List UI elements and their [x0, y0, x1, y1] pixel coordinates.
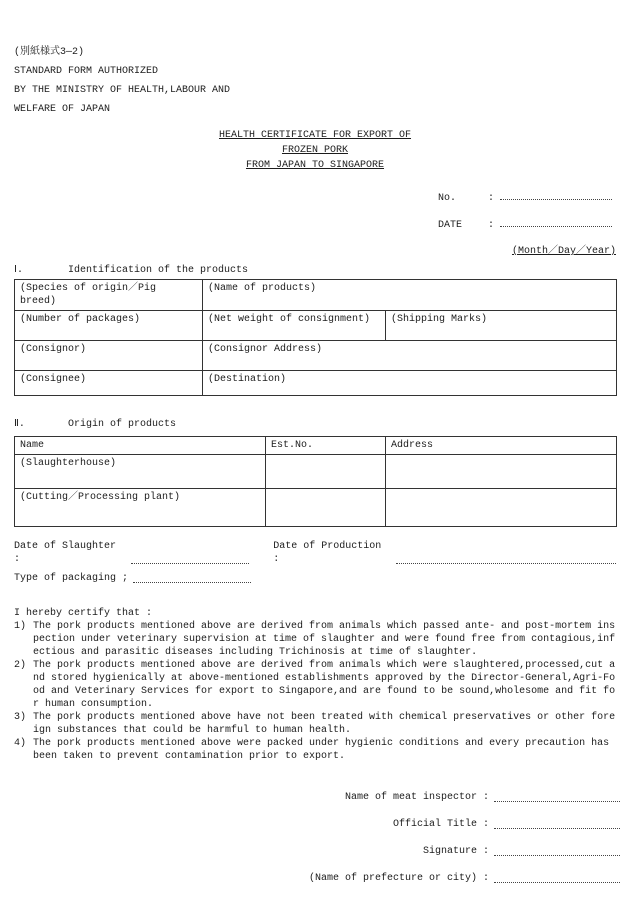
- cell-slaughterhouse-address: [386, 455, 617, 489]
- certify-item-3-number: 3): [14, 712, 27, 723]
- certify-item-3: [14, 711, 616, 737]
- certify-item-1: [14, 620, 616, 659]
- meat-inspector-blank-line: [494, 793, 620, 802]
- cell-name-of-products: (Name of products): [203, 280, 617, 311]
- cell-consignee: (Consignee): [15, 371, 203, 396]
- authorized-line-2: BY THE MINISTRY OF HEALTH,LABOUR AND: [14, 85, 231, 96]
- date-of-slaughter-label: Date of Slaughter :: [14, 541, 117, 565]
- cell-cutting-plant-address: [386, 489, 617, 527]
- authorized-line-3: WELFARE OF JAPAN: [14, 104, 111, 115]
- certify-item-1-number: 1): [14, 621, 27, 632]
- document-title: [0, 128, 630, 173]
- section-1-title: Identification of the products: [68, 265, 249, 276]
- date-of-production-label: Date of Production :: [273, 541, 382, 565]
- no-row: [438, 191, 618, 205]
- official-title-label: Official Title :: [392, 819, 489, 830]
- no-blank-line: [500, 191, 612, 200]
- certify-item-3-text: The pork products mentioned above have not been treated with chemical preservatives or other foreign substances that could be harmful to human health.: [33, 712, 616, 736]
- signature-blank-line: [494, 847, 620, 856]
- prefecture-label: (Name of prefecture or city) :: [308, 873, 489, 884]
- section-1-numeral: Ⅰ.: [14, 265, 23, 276]
- form-code: (別紙様式3—2): [14, 47, 85, 58]
- certify-item-4: [14, 737, 616, 763]
- certify-item-1-text: The pork products mentioned above are derived from animals which passed ante- and post-mortem inspection under veterinary supervision at time of slaughter and were found free from contagious,infectious and parasitic diseases including Trichinosis at time of slaughter.: [33, 621, 616, 658]
- header-name: Name: [15, 437, 266, 455]
- section-2-heading: [14, 418, 616, 431]
- identification-table: [14, 279, 617, 396]
- official-title-row: [0, 818, 620, 831]
- cell-consignor: (Consignor): [15, 341, 203, 371]
- prefecture-blank-line: [494, 874, 620, 883]
- cell-consignor-address: (Consignor Address): [203, 341, 617, 371]
- table-row: [15, 311, 617, 341]
- date-of-slaughter-blank-line: [131, 555, 249, 564]
- date-of-production-blank-line: [396, 555, 616, 564]
- certification-block: [14, 607, 616, 763]
- section-2-title: Origin of products: [68, 419, 177, 430]
- prefecture-row: [0, 872, 620, 885]
- table-row: [15, 489, 617, 527]
- date-row: [438, 218, 618, 232]
- meat-inspector-row: [0, 791, 620, 804]
- packaging-row: [14, 572, 616, 585]
- title-line-1: HEALTH CERTIFICATE FOR EXPORT OF: [218, 130, 412, 141]
- section-2-numeral: Ⅱ.: [14, 419, 25, 430]
- section-1-heading: [14, 264, 616, 277]
- no-colon: :: [488, 193, 495, 204]
- certify-intro: I hereby certify that :: [14, 608, 153, 619]
- table-header-row: [15, 437, 617, 455]
- table-row: [15, 371, 617, 396]
- header-address: Address: [386, 437, 617, 455]
- certify-item-2-number: 2): [14, 660, 27, 671]
- origin-table: [14, 436, 617, 527]
- dates-row: [14, 540, 616, 566]
- cell-slaughterhouse: (Slaughterhouse): [15, 455, 266, 489]
- certify-item-4-number: 4): [14, 738, 27, 749]
- no-date-block: [438, 191, 618, 258]
- title-line-2: FROZEN PORK: [281, 145, 348, 156]
- cell-destination: (Destination): [203, 371, 617, 396]
- table-row: [15, 455, 617, 489]
- date-format-note: (Month／Day／Year): [511, 246, 616, 257]
- signature-row: [0, 845, 620, 858]
- title-line-3: FROM JAPAN TO SINGAPORE: [245, 160, 385, 171]
- cell-net-weight: (Net weight of consignment): [203, 311, 386, 341]
- table-row: [15, 280, 617, 311]
- table-row: [15, 341, 617, 371]
- date-format-note-row: [438, 245, 618, 258]
- header-est-no: Est.No.: [266, 437, 386, 455]
- date-colon: :: [488, 220, 495, 231]
- date-label: DATE: [438, 220, 463, 231]
- cell-cutting-plant-est-no: [266, 489, 386, 527]
- form-header: [0, 0, 630, 116]
- cell-cutting-plant: (Cutting／Processing plant): [15, 489, 266, 527]
- authorized-line-1: STANDARD FORM AUTHORIZED: [14, 66, 159, 77]
- certify-item-2-text: The pork products mentioned above are derived from animals which were slaughtered,processed,cut and stored hygienically at above-mentioned establishments approved by the Director-General,Agri-Food and Veterinary Services for export to Singapore,and are found to be sound,wholesome and fit for human consumption.: [33, 660, 616, 710]
- official-title-blank-line: [494, 820, 620, 829]
- cell-species: (Species of origin／Pig breed): [15, 280, 203, 311]
- signature-block: [0, 791, 630, 885]
- cell-shipping-marks: (Shipping Marks): [386, 311, 617, 341]
- date-blank-line: [500, 218, 612, 227]
- certify-item-2: [14, 659, 616, 711]
- certify-item-4-text: The pork products mentioned above were packed under hygienic conditions and every precaution has been taken to prevent contamination prior to export.: [33, 738, 610, 762]
- meat-inspector-label: Name of meat inspector :: [344, 792, 489, 803]
- cell-number-of-packages: (Number of packages): [15, 311, 203, 341]
- no-label: No.: [438, 193, 457, 204]
- cell-slaughterhouse-est-no: [266, 455, 386, 489]
- type-of-packaging-blank-line: [133, 574, 251, 583]
- signature-label: Signature :: [422, 846, 489, 857]
- type-of-packaging-label: Type of packaging ;: [14, 573, 129, 584]
